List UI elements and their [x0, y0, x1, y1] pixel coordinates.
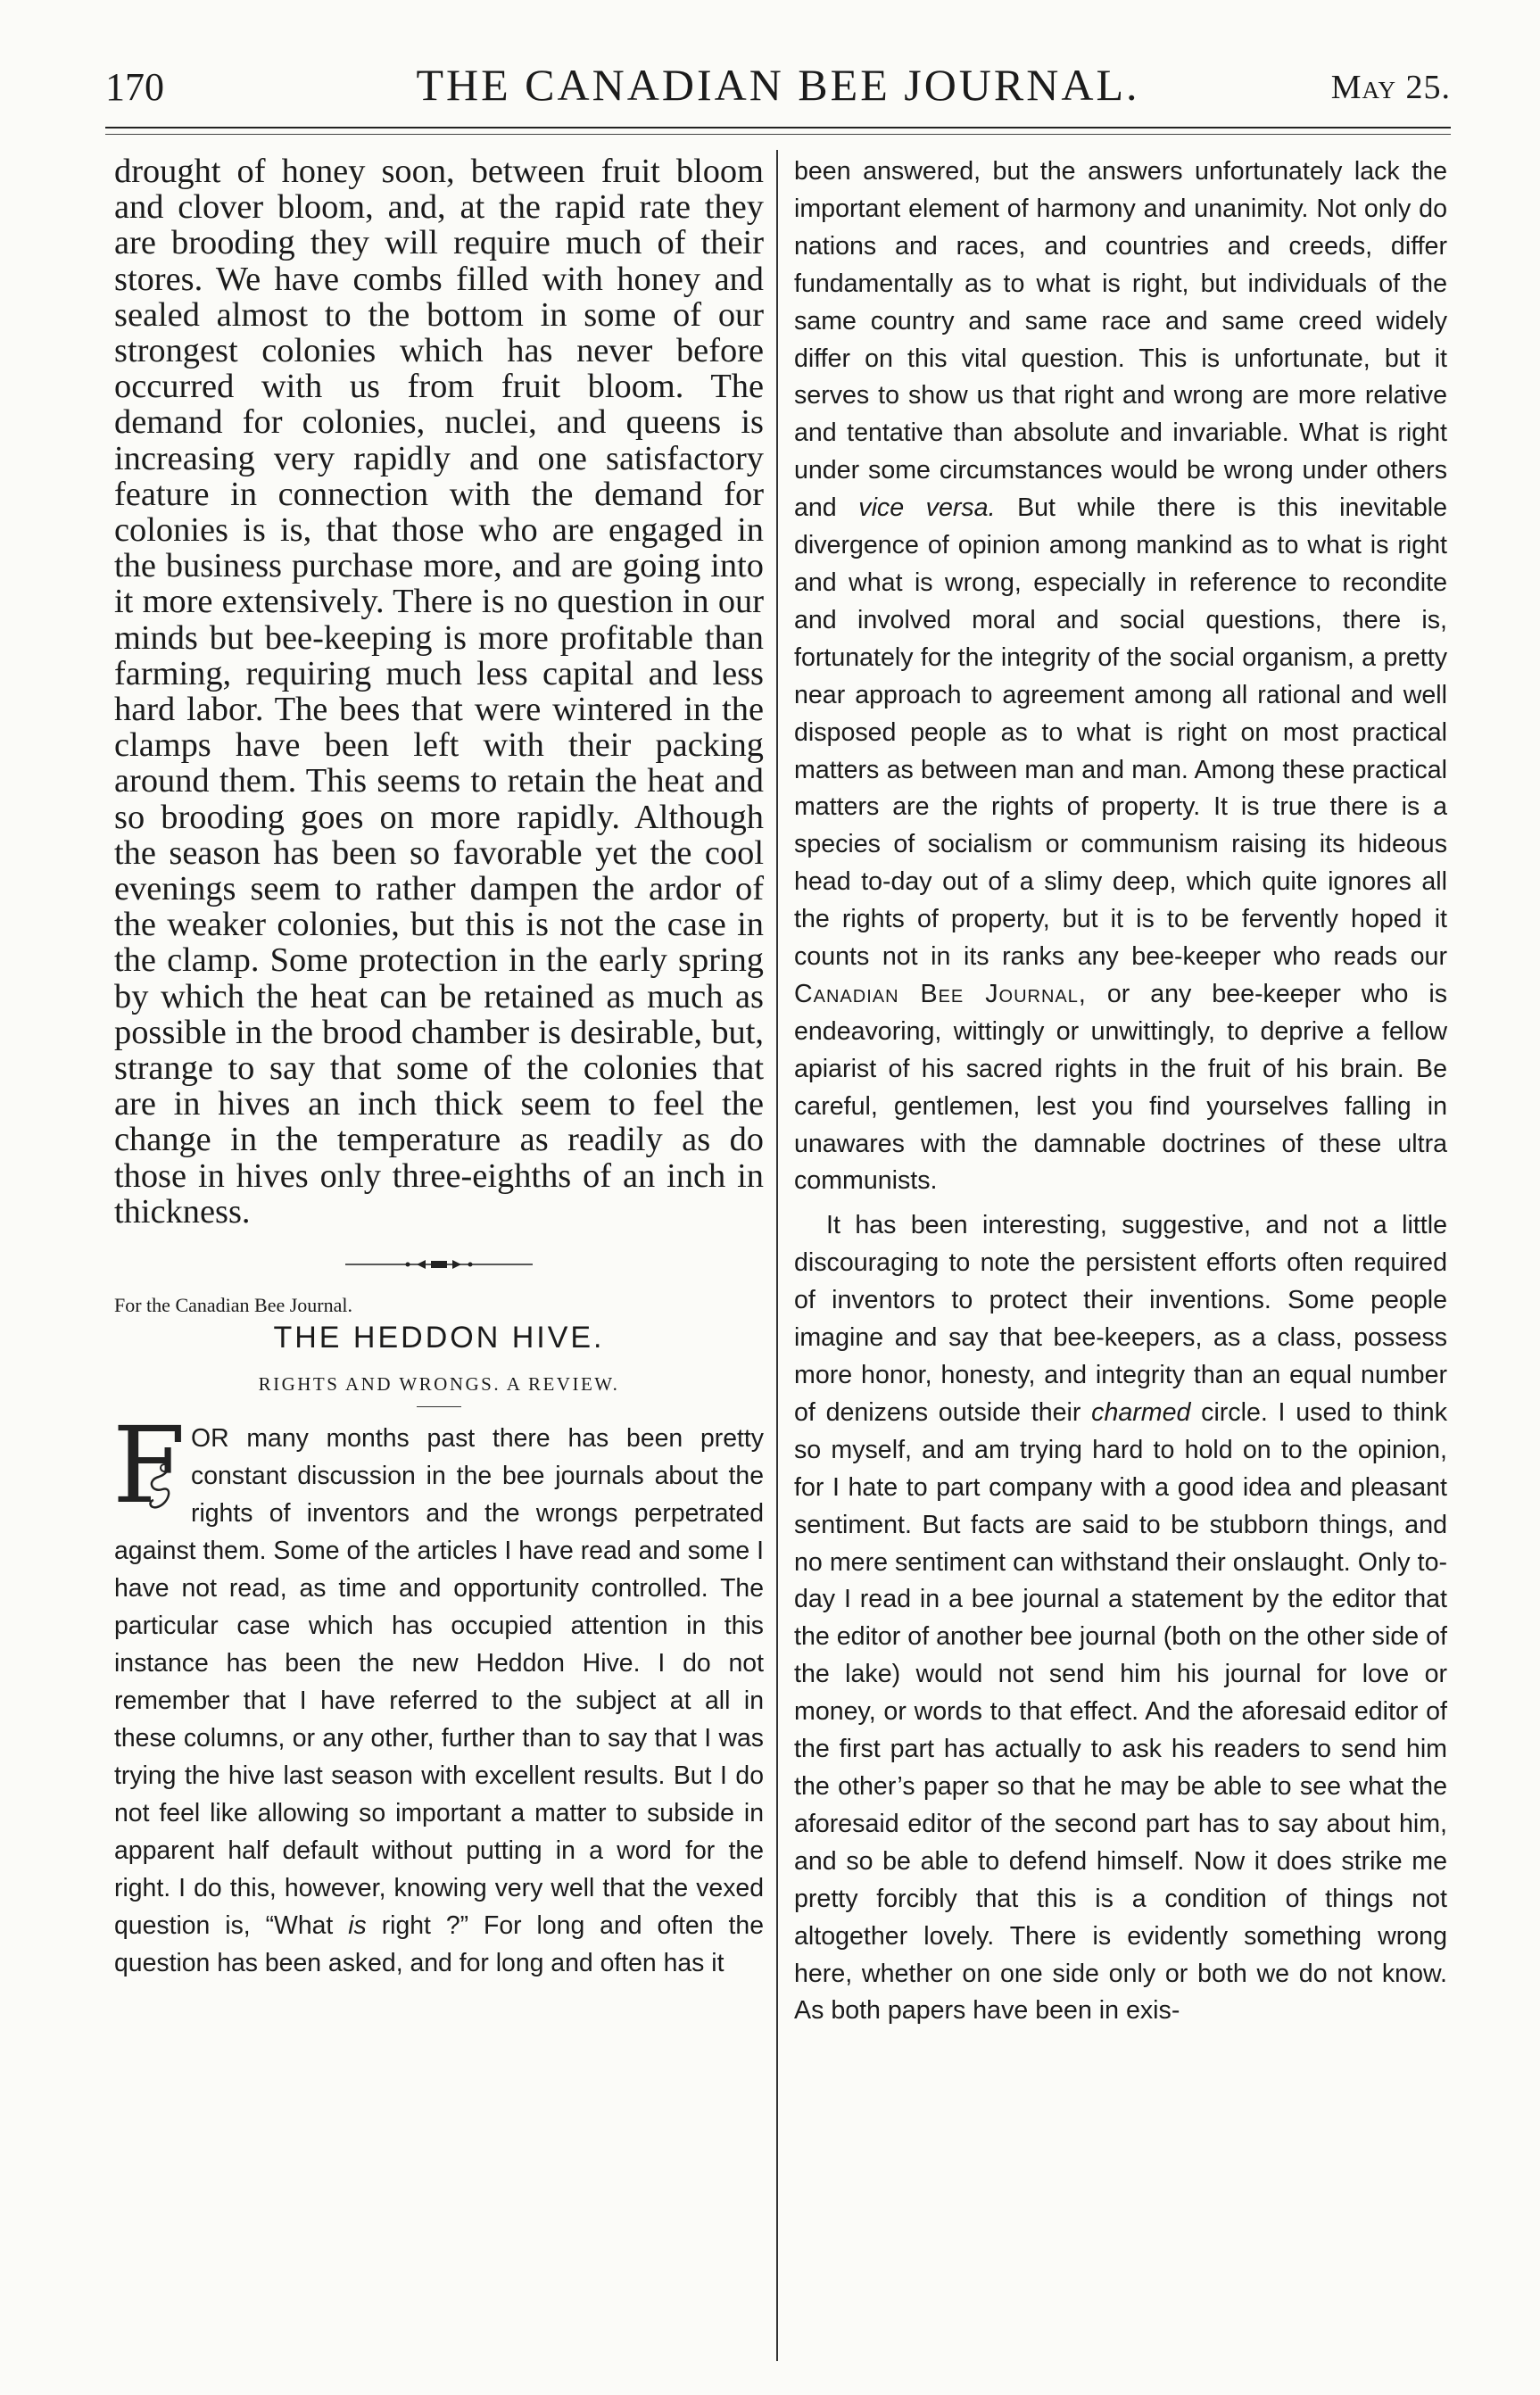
text-segment: or any bee-keeper who is endeavoring, wittingly or unwittingly, to deprive a fellow apiarist of his sacred rights in the fruit of his brain. Be careful, gentlemen, lest you find yourselves falling in unawares with the damnable doctrines of these ultra communists.	[794, 979, 1447, 1196]
journal-name: Canadian Bee Journal,	[794, 979, 1087, 1008]
page-number: 170	[105, 65, 164, 109]
article-text-end: right ?” For long and often the question has been asked, and for long and often has it	[114, 1911, 764, 1978]
left-column	[114, 153, 764, 1982]
article-source-note: For the Canadian Bee Journal.	[114, 1294, 352, 1317]
right-column	[794, 153, 1447, 2030]
emphasis-vice-versa: vice versa.	[858, 493, 996, 523]
article-text: OR many months past there has been pretty constant discussion in the bee journals about the rights of inventors and the wrongs perpetrated against them. Some of the articles I have read and some I have not read, as time and opportunity controlled. The particular case which has occupied attention in this instance has been the new Heddon Hive. I do not remember that I have referred to the subject at all in these columns, or any other, further than to say that I was trying the hive last season with excellent results. But I do not feel like allowing so important a matter to subside in apparent half default without putting in a word for the right. I do this, however, knowing very well that the vexed question is, “What	[114, 1424, 764, 1941]
header-rule-thin	[105, 134, 1451, 135]
article-continuation	[794, 153, 1447, 1200]
article-subtitle: RIGHTS AND WRONGS. A REVIEW.	[258, 1373, 620, 1396]
article-paragraph-2	[794, 1207, 1447, 2030]
emphasis-is: is	[348, 1911, 367, 1941]
dropcap-flourish-icon	[143, 1454, 178, 1516]
text-segment: It has been interesting, suggestive, and not a little discouraging to note the persistent efforts often required of inventors to protect their inventions. Some people imagine and say that bee-keepers, as a class, possess more honor, honesty, and integrity than an equal number of denizens outside their	[794, 1211, 1447, 1427]
section-ornament-icon	[345, 1258, 533, 1271]
emphasis-charmed: charmed	[1091, 1397, 1191, 1427]
dropcap-letter: F	[112, 1404, 186, 1528]
dropcap	[112, 1404, 186, 1529]
article-paragraph	[112, 1404, 764, 1982]
issue-date: May 25.	[1330, 69, 1451, 106]
article-title: THE HEDDON HIVE.	[273, 1321, 605, 1355]
text-segment: circle. I used to think so myself, and am trying hard to hold on to the opinion, for I hate to part company with a good idea and pleasant sentiment. But facts are said to be stubborn things, and no mere sentiment can withstand their onslaught. Only to-day I read in a bee journal a statement by the editor that the editor of another bee journal (both on the other side of the lake) would not send him his journal for love or money, or words to that effect. And the aforesaid editor of the first part has actually to ask his readers to send him the other’s paper so that he may be able to see what the aforesaid editor of the second part has to say about him, and so be able to defend himself. Now it does strike me pretty forcibly that this is a condition of things not altogether lovely. There is evidently something wrong here, whether on one side only or both we do not know. As both papers have been in exis-	[794, 1397, 1447, 2026]
journal-title: THE CANADIAN BEE JOURNAL.	[416, 60, 1140, 110]
text-segment: But while there is this inevitable divergence of opinion among mankind as to what is right and what is wrong, especially in reference to recondite and involved moral and social questions, there is, fortunately for the integrity of the social organism, a pretty near approach to agreement among all rational and well disposed people as to what is right on most practical matters as between man and man. Among these practical matters are the rights of property. It is true there is a species of socialism or communism raising its hideous head to-day out of a slimy deep, which quite ignores all the rights of property, but it is to be fervently hoped it counts not in its ranks any bee-keeper who reads our	[794, 493, 1447, 972]
short-rule	[417, 1406, 461, 1407]
editorial-paragraph: drought of honey soon, between fruit bloom and clover bloom, and, at the rapid rate they are brooding they will require much of their stores. We have combs filled with honey and sealed almost to the bottom in some of our strongest colonies which has never before occurred with us from fruit bloom. The demand for colonies, nuclei, and queens is increasing very rapidly and one satisfactory feature in connection with the demand for colonies is is, that those who are engaged in the business purchase more, and are going into it more extensively. There is no question in our minds but bee-keeping is more profitable than farming, requiring much less capital and less hard labor. The bees that were wintered in the clamps have been left with their packing around them. This seems to retain the heat and so brooding goes on more rapidly. Although the season has been so favorable yet the cool evenings seem to rather dampen the ardor of the weaker colonies, but this is not the case in the clamp. Some protection in the early spring by which the heat can be retained as much as possible in the brood chamber is desirable, but, strange to say that some of the colonies that are in hives an inch thick seem to feel the change in the temperature as readily as do those in hives only three-eighths of an inch in thickness.	[114, 153, 764, 1231]
column-divider	[776, 150, 778, 2361]
header-rule	[105, 127, 1451, 128]
text-segment: been answered, but the answers unfortunately lack the important element of harmony and unanimity. Not only do nations and races, and countries and creeds, differ fundamentally as to what is right, but individuals of the same country and same race and same creed widely differ on this vital question. This is unfortunate, but it serves to show us that right and wrong are more relative and tentative than absolute and invariable. What is right under some circumstances would be wrong under others and	[794, 157, 1447, 523]
running-header	[105, 55, 1451, 123]
